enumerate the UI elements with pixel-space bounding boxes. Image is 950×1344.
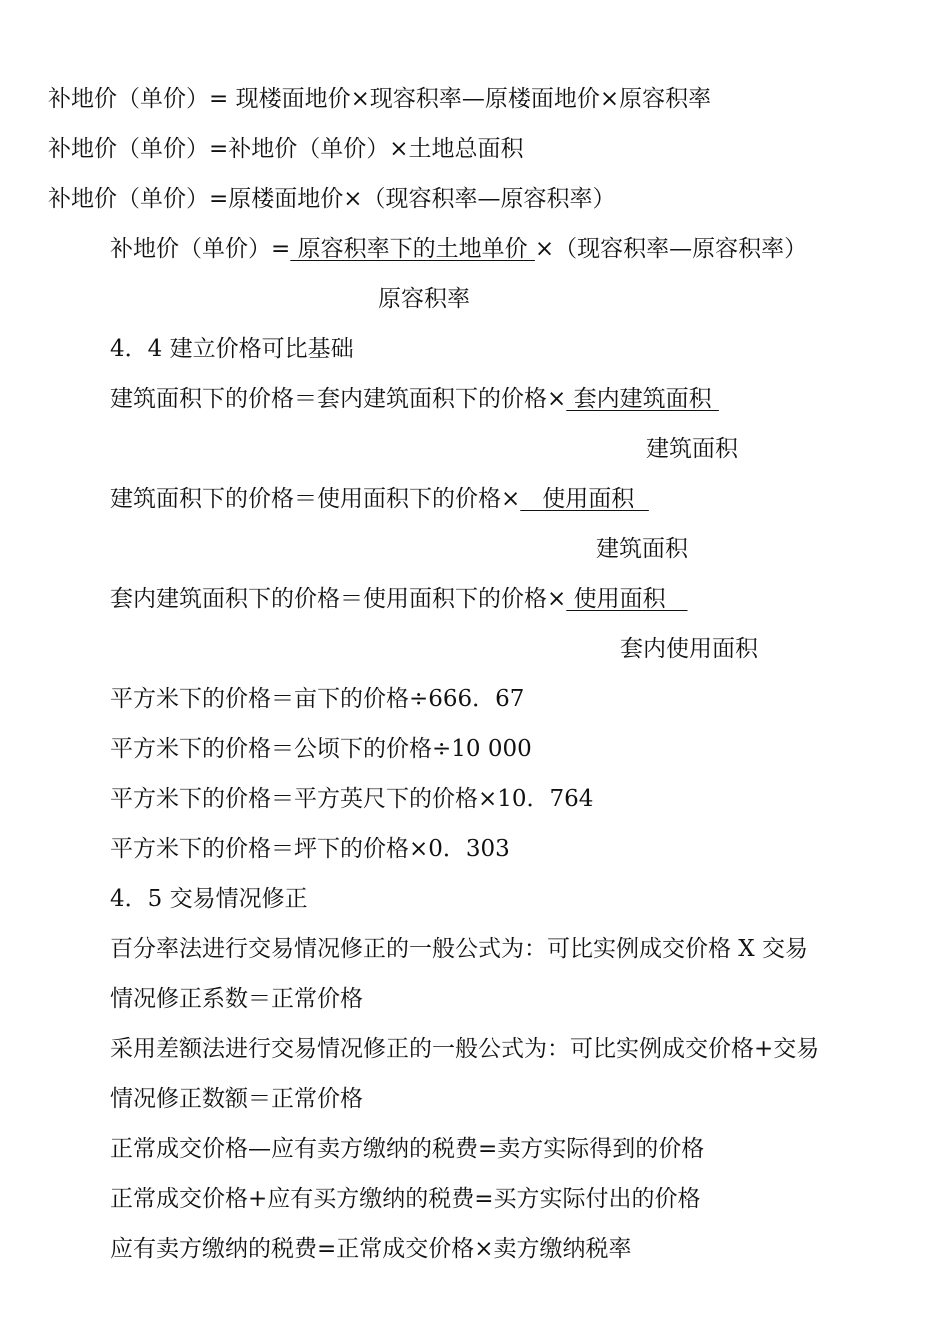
section-heading: 4．4 建立价格可比基础 <box>110 336 354 362</box>
formula-line: 正常成交价格+应有买方缴纳的税费=买方实际付出的价格 <box>110 1186 701 1212</box>
fraction-numerator: 使用面积 <box>520 486 649 512</box>
unit-conversion-line: 平方米下的价格＝平方英尺下的价格×10．764 <box>110 786 594 812</box>
formula-suffix: ×（现容积率—原容积率） <box>534 236 808 262</box>
unit-conversion-line: 平方米下的价格＝公顷下的价格÷10 000 <box>110 736 532 762</box>
paragraph-line: 情况修正系数＝正常价格 <box>110 986 363 1012</box>
unit-conversion-line: 平方米下的价格＝坪下的价格×0．303 <box>110 836 510 862</box>
paragraph-line: 情况修正数额＝正常价格 <box>110 1086 363 1112</box>
formula-prefix: 套内建筑面积下的价格＝使用面积下的价格× <box>110 586 567 612</box>
fraction-denominator: 建筑面积 <box>596 536 688 562</box>
fraction-denominator: 建筑面积 <box>646 436 738 462</box>
formula-prefix: 补地价（单价）= <box>110 236 291 262</box>
formula-line: 补地价（单价）=原楼面地价×（现容积率—原容积率） <box>48 186 616 212</box>
unit-conversion-line: 平方米下的价格＝亩下的价格÷666．67 <box>110 686 525 712</box>
fraction-numerator: 使用面积 <box>566 586 688 612</box>
formula-prefix: 建筑面积下的价格＝套内建筑面积下的价格× <box>110 386 567 412</box>
formula-line: 应有卖方缴纳的税费=正常成交价格×卖方缴纳税率 <box>110 1236 632 1262</box>
fraction-formula <box>110 484 649 514</box>
formula-line: 补地价（单价）= 现楼面地价×现容积率—原楼面地价×原容积率 <box>48 86 712 112</box>
fraction-denominator: 套内使用面积 <box>620 636 758 662</box>
fraction-formula <box>110 584 688 614</box>
fraction-denominator: 原容积率 <box>378 286 470 312</box>
paragraph-line: 采用差额法进行交易情况修正的一般公式为：可比实例成交价格+交易 <box>110 1036 820 1062</box>
formula-line: 正常成交价格—应有卖方缴纳的税费=卖方实际得到的价格 <box>110 1136 705 1162</box>
fraction-formula <box>110 234 807 264</box>
formula-prefix: 建筑面积下的价格＝使用面积下的价格× <box>110 486 521 512</box>
section-heading: 4．5 交易情况修正 <box>110 886 308 912</box>
formula-line: 补地价（单价）=补地价（单价）×土地总面积 <box>48 136 524 162</box>
paragraph-line: 百分率法进行交易情况修正的一般公式为：可比实例成交价格 X 交易 <box>110 936 808 962</box>
fraction-numerator: 原容积率下的土地单价 <box>290 236 535 262</box>
fraction-numerator: 套内建筑面积 <box>566 386 719 412</box>
fraction-formula <box>110 384 719 414</box>
